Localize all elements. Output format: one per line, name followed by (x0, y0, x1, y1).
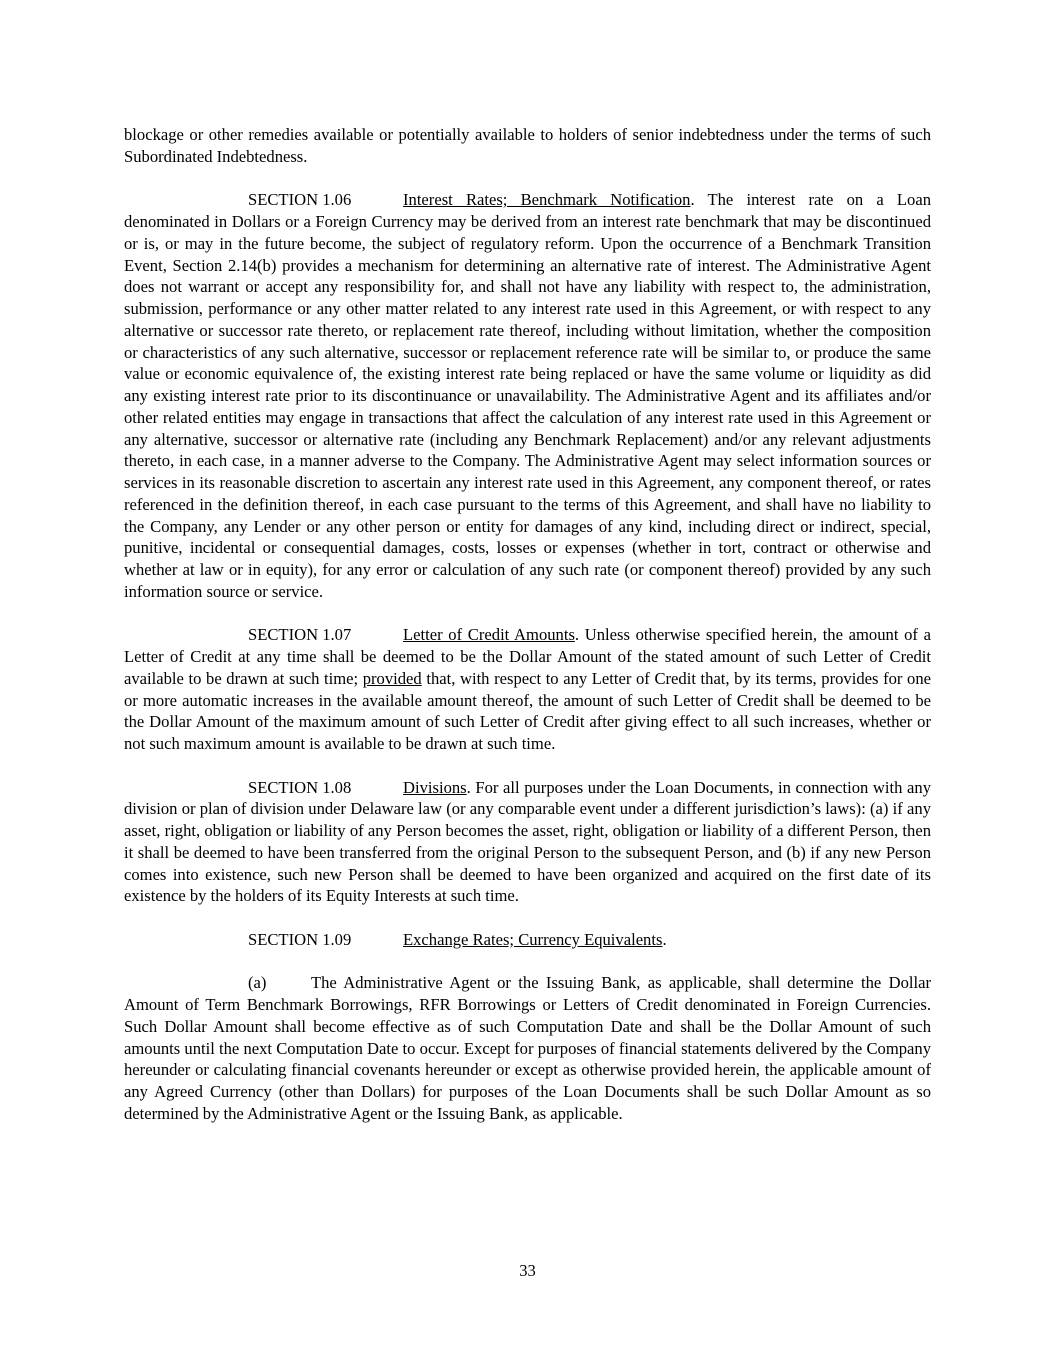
clause-label: (a) (248, 973, 267, 993)
provided-term: provided (362, 668, 422, 688)
section-body-cont: that, with respect to any Letter of Credit that, by its terms, provides for one or more automatic increases in the available amount thereof, the amount of such Letter of Credit shall be deemed to be the Dollar Amount of the maximum amount of such Letter of Credit after giving effect to all such increases, whether or not such maximum amount is available to be drawn at such time. (124, 668, 931, 753)
section-1-06 (124, 189, 931, 602)
section-number: SECTION 1.07 (248, 625, 352, 645)
section-period: . (662, 929, 667, 949)
section-title: Letter of Credit Amounts (403, 625, 575, 645)
section-body: . The interest rate on a Loan denominated in Dollars or a Foreign Currency may be derived from an interest rate benchmark that may be discontinued or is, or may in the future become, the subject of regulatory reform. Upon the occurrence of a Benchmark Transition Event, Section 2.14(b) provides a mechanism for determining an alternative rate of interest. The Administrative Agent does not warrant or accept any responsibility for, and shall not have any liability with respect to, the administration, submission, performance or any other matter related to any interest rate used in this Agreement, or with respect to any alternative or successor rate thereto, or replacement rate thereof, including without limitation, whether the composition or characteristics of any such alternative, successor or replacement reference rate will be similar to, or produce the same value or economic equivalence of, the existing interest rate being replaced or have the same volume or liquidity as did any existing interest rate prior to its discontinuance or unavailability. The Administrative Agent and its affiliates and/or other related entities may engage in transactions that affect the calculation of any interest rate used in this Agreement or any alternative, successor or alternative rate (including any Benchmark Replacement) and/or any relevant adjustments thereto, in each case, in a manner adverse to the Company. The Administrative Agent may select information sources or services in its reasonable discretion to ascertain any interest rate used in this Agreement, any component thereof, or rates referenced in the definition thereof, in each case pursuant to the terms of this Agreement, and shall have no liability to the Company, any Lender or any other person or entity for damages of any kind, including direct or indirect, special, punitive, incidental or consequential damages, costs, losses or expenses (whether in tort, contract or otherwise and whether at law or in equity), for any error or calculation of any such rate (or component thereof) provided by any such information source or service. (124, 190, 931, 601)
document-page (124, 124, 931, 1125)
section-body: . For all purposes under the Loan Documents, in connection with any division or plan of division under Delaware law (or any comparable event under a different jurisdiction’s laws): (a) if any asset, right, obligation or liability of any Person becomes the asset, right, obligation or liability of a different Person, then it shall be deemed to have been transferred from the original Person to the subsequent Person, and (b) if any new Person comes into existence, such new Person shall be deemed to have been organized and acquired on the first date of its existence by the holders of its Equity Interests at such time. (124, 777, 931, 906)
section-1-09 (124, 929, 931, 951)
section-title: Interest Rates; Benchmark Notification (403, 190, 691, 210)
page-number: 33 (519, 1261, 536, 1280)
section-title: Exchange Rates; Currency Equivalents (403, 929, 663, 949)
section-body: . Unless otherwise specified herein, the amount of a Letter of Credit at any time shall be deemed to be the Dollar Amount of the stated amount of such Letter of Credit available to be drawn at such time; (124, 625, 931, 688)
section-number: SECTION 1.09 (248, 929, 352, 949)
section-1-08 (124, 777, 931, 908)
section-1-09-a (124, 972, 931, 1124)
section-title: Divisions (403, 777, 467, 797)
intro-paragraph: blockage or other remedies available or potentially available to holders of senior indebtedness under the terms of such Subordinated Indebtedness. (124, 125, 931, 166)
section-number: SECTION 1.06 (248, 190, 352, 210)
section-1-07 (124, 624, 931, 755)
clause-body: The Administrative Agent or the Issuing Bank, as applicable, shall determine the Dollar Amount of Term Benchmark Borrowings, RFR Borrowings or Letters of Credit denominated in Foreign Currencies. Such Dollar Amount shall become effective as of such Computation Date and shall be the Dollar Amount of such amounts until the next Computation Date to occur. Except for purposes of financial statements delivered by the Company hereunder or calculating financial covenants hereunder or except as otherwise provided herein, the applicable amount of any Agreed Currency (other than Dollars) for purposes of the Loan Documents shall be such Dollar Amount as so determined by the Administrative Agent or the Issuing Bank, as applicable. (124, 973, 931, 1123)
section-number: SECTION 1.08 (248, 777, 352, 797)
